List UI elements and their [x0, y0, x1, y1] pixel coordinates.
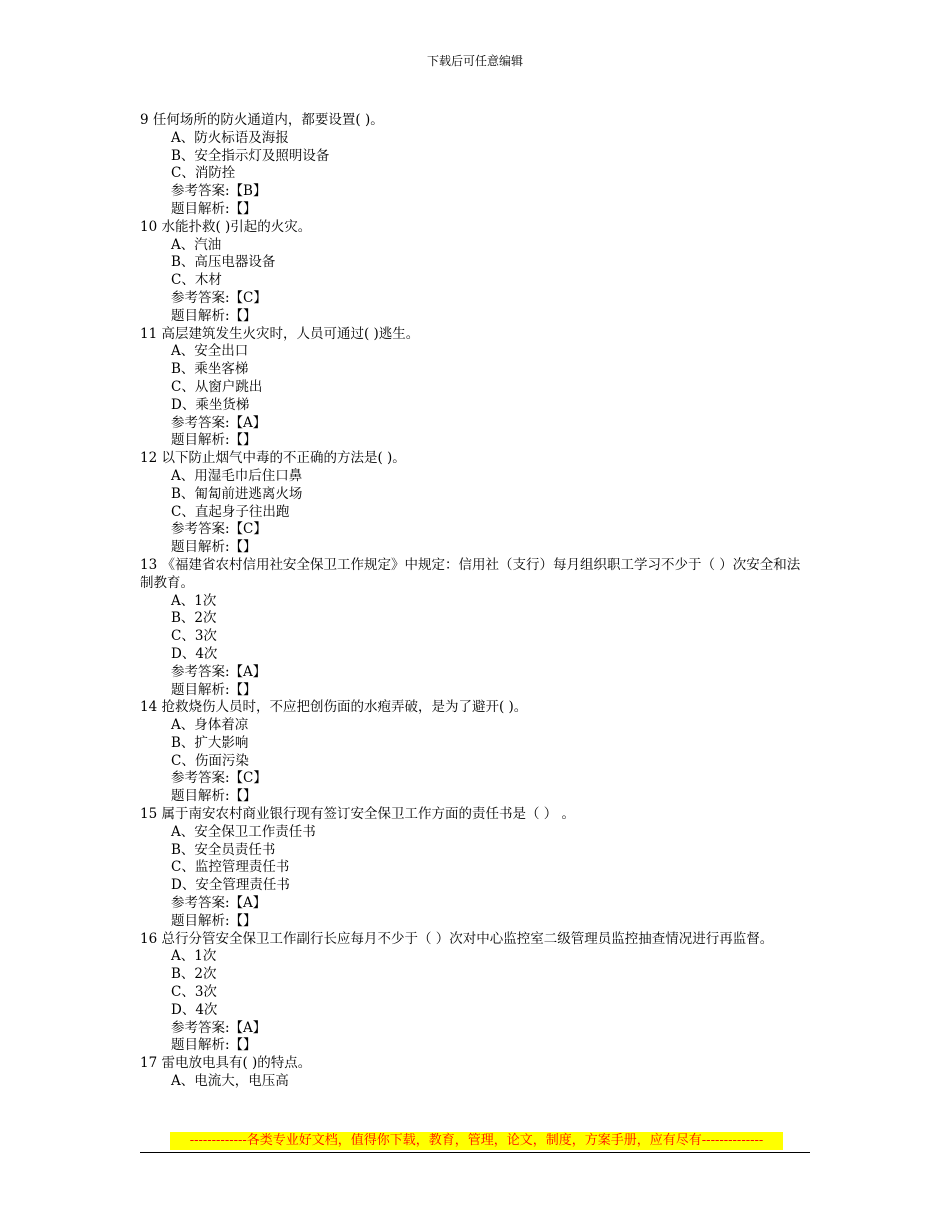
reference-answer: 参考答案:【A】 — [171, 1019, 267, 1036]
question-list — [140, 112, 810, 1091]
question-analysis: 题目解析:【】 — [171, 432, 257, 449]
option-d: D、安全管理责任书 — [171, 877, 290, 894]
question-item — [140, 450, 810, 557]
option-c: C、直起身子往出跑 — [171, 503, 290, 520]
option-d: D、4次 — [171, 645, 218, 662]
question-item — [140, 557, 810, 699]
option-a: A、1次 — [171, 592, 217, 609]
question-analysis: 题目解析:【】 — [171, 912, 257, 929]
option-c: C、3次 — [171, 984, 217, 1001]
question-title: 17 雷电放电具有( )的特点。 — [140, 1055, 312, 1072]
reference-answer: 参考答案:【C】 — [171, 289, 267, 306]
page-header: 下载后可任意编辑 — [426, 54, 523, 68]
question-title: 10 水能扑救( )引起的火灾。 — [140, 218, 312, 235]
reference-answer: 参考答案:【A】 — [171, 895, 267, 912]
question-title: 15 属于南安农村商业银行现有签订安全保卫工作方面的责任书是（ ） 。 — [140, 806, 576, 823]
question-item — [140, 806, 810, 931]
option-a: A、防火标语及海报 — [171, 129, 289, 146]
footer-banner: -------------各类专业好文档，值得你下载，教育，管理，论文，制度，方案手册，应有尽有-------------- — [170, 1132, 783, 1150]
question-item — [140, 219, 810, 326]
option-c: C、木材 — [171, 272, 222, 289]
reference-answer: 参考答案:【C】 — [171, 521, 267, 538]
question-analysis: 题目解析:【】 — [171, 200, 257, 217]
option-a: A、用湿毛巾后住口鼻 — [171, 467, 303, 484]
question-item — [140, 112, 810, 219]
question-title: 11 高层建筑发生火灾时，人员可通过( )逃生。 — [140, 325, 420, 342]
question-analysis: 题目解析:【】 — [171, 681, 257, 698]
question-title: 12 以下防止烟气中毒的不正确的方法是( )。 — [140, 450, 406, 467]
option-b: B、高压电器设备 — [171, 254, 276, 271]
option-c: C、伤面污染 — [171, 752, 249, 769]
question-title: 16 总行分管安全保卫工作副行长应每月不少于（ ）次对中心监控室二级管理员监控抽查情况进行再监督。 — [140, 930, 774, 947]
question-item — [140, 326, 810, 451]
option-b: B、2次 — [171, 610, 217, 627]
option-b: B、乘坐客梯 — [171, 361, 249, 378]
reference-answer: 参考答案:【C】 — [171, 770, 267, 787]
reference-answer: 参考答案:【A】 — [171, 414, 267, 431]
option-b: B、安全员责任书 — [171, 841, 276, 858]
option-b: B、匍匐前进逃离火场 — [171, 485, 303, 502]
question-analysis: 题目解析:【】 — [171, 539, 257, 556]
question-analysis: 题目解析:【】 — [171, 307, 257, 324]
option-a: A、电流大，电压高 — [171, 1073, 289, 1090]
footer-divider — [140, 1152, 810, 1153]
question-analysis: 题目解析:【】 — [171, 1037, 257, 1054]
reference-answer: 参考答案:【B】 — [171, 183, 267, 200]
option-d: D、4次 — [171, 1001, 218, 1018]
question-title: 13 《福建省农村信用社安全保卫工作规定》中规定：信用社（支行）每月组织职工学习不少于（ ）次安全和法制教育。 — [140, 556, 801, 591]
option-b: B、安全指示灯及照明设备 — [171, 147, 330, 164]
question-item — [140, 699, 810, 806]
option-b: B、2次 — [171, 966, 217, 983]
option-a: A、安全保卫工作责任书 — [171, 823, 316, 840]
option-c: C、消防拴 — [171, 165, 236, 182]
option-a: A、身体着凉 — [171, 717, 249, 734]
question-analysis: 题目解析:【】 — [171, 788, 257, 805]
option-d: D、乘坐货梯 — [171, 396, 250, 413]
option-c: C、3次 — [171, 628, 217, 645]
option-c: C、从窗户跳出 — [171, 378, 263, 395]
option-c: C、监控管理责任书 — [171, 859, 290, 876]
question-item — [140, 1055, 810, 1091]
option-a: A、安全出口 — [171, 343, 249, 360]
option-b: B、扩大影响 — [171, 734, 249, 751]
reference-answer: 参考答案:【A】 — [171, 663, 267, 680]
question-item — [140, 931, 810, 1056]
option-a: A、汽油 — [171, 236, 222, 253]
question-title: 14 抢救烧伤人员时，不应把创伤面的水疱弄破，是为了避开( )。 — [140, 699, 528, 716]
option-a: A、1次 — [171, 948, 217, 965]
question-title: 9 任何场所的防火通道内，都要设置( )。 — [140, 112, 384, 128]
